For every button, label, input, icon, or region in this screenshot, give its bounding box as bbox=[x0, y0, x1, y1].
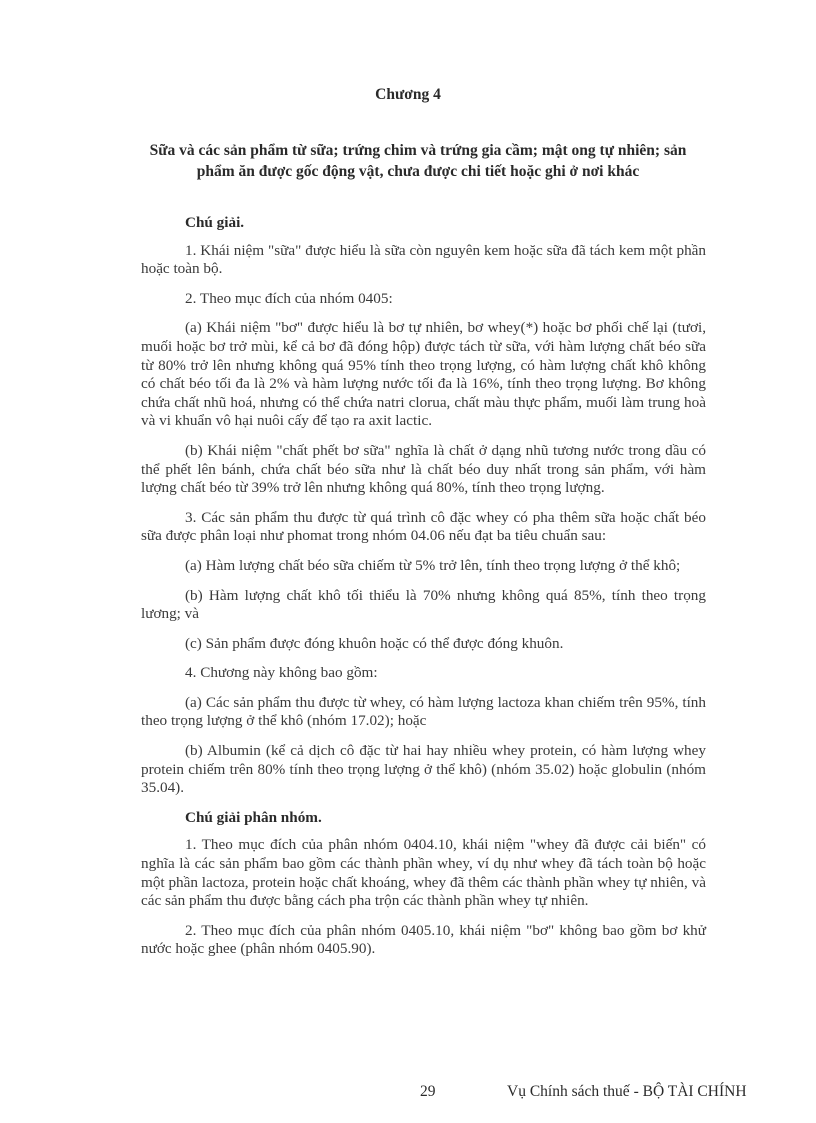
chapter-heading: Chương 4 bbox=[375, 86, 441, 103]
note-paragraph: 4. Chương này không bao gồm: bbox=[185, 664, 378, 682]
note-paragraph: (a) Hàm lượng chất béo sữa chiếm từ 5% trở lên, tính theo trọng lượng ở thể khô; bbox=[185, 556, 681, 574]
note-paragraph: 1. Khái niệm "sữa" được hiểu là sữa còn nguyên kem hoặc sữa đã tách kem một phần hoặc toàn bộ. bbox=[141, 241, 706, 278]
note-paragraph: (c) Sản phẩm được đóng khuôn hoặc có thể được đóng khuôn. bbox=[185, 634, 564, 652]
note-paragraph: 2. Theo mục đích của nhóm 0405: bbox=[185, 289, 393, 307]
subheading-notes-heading: Chú giải phân nhóm. bbox=[185, 808, 322, 826]
page-number: 29 bbox=[420, 1083, 436, 1100]
subheading-note-paragraph: 2. Theo mục đích của phân nhóm 0405.10, khái niệm "bơ" không bao gồm bơ khử nước hoặc ghee (phân nhóm 0405.90). bbox=[141, 921, 706, 958]
note-paragraph: (a) Các sản phẩm thu được từ whey, có hàm lượng lactoza khan chiếm trên 95%, tính theo trọng lượng ở thể khô (nhóm 17.02); hoặc bbox=[141, 693, 706, 730]
notes-heading: Chú giải. bbox=[185, 214, 245, 231]
footer-department: Vụ Chính sách thuế - BỘ TÀI CHÍNH bbox=[507, 1083, 747, 1100]
note-paragraph: (b) Khái niệm "chất phết bơ sữa" nghĩa là chất ở dạng nhũ tương nước trong dầu có thể phết lên bánh, chứa chất béo sữa như là chất béo duy nhất trong sản phẩm, với hàm lượng chất béo từ 39% trở lên nhưng không quá 80%, tính theo trọng lượng. bbox=[141, 441, 706, 497]
note-paragraph: 3. Các sản phẩm thu được từ quá trình cô đặc whey có pha thêm sữa hoặc chất béo sữa được phân loại như phomat trong nhóm 04.06 nếu đạt ba tiêu chuẩn sau: bbox=[141, 508, 706, 545]
document-body bbox=[141, 214, 706, 970]
subheading-note-paragraph: 1. Theo mục đích của phân nhóm 0404.10, khái niệm "whey đã được cải biến" có nghĩa là các sản phẩm bao gồm các thành phần whey, ví dụ như whey đã tách toàn bộ hoặc một phần lactoza, protein hoặc chất khoáng, whey đã thêm các thành phần whey tự nhiên, và các sản phẩm thu được bằng cách pha trộn các thành phần whey tự nhiên. bbox=[141, 836, 706, 910]
note-paragraph: (a) Khái niệm "bơ" được hiểu là bơ tự nhiên, bơ whey(*) hoặc bơ phối chế lại (tươi, muối hoặc bơ trở mùi, kể cả bơ đã đóng hộp) được tách từ sữa, với hàm lượng chất béo sữa từ 80% trở lên nhưng không quá 95% tính theo trọng lượng, có hàm lượng chất khô không có chất béo tối đa là 2% và hàm lượng nước tối đa là 16%, tính theo trọng lượng. Bơ không chứa chất nhũ hoá, nhưng có thể chứa natri clorua, chất màu thực phẩm, muối làm trung hoà và vi khuẩn vô hại nuôi cấy để tạo ra axit lactic. bbox=[141, 319, 706, 430]
note-paragraph: (b) Hàm lượng chất khô tối thiểu là 70% nhưng không quá 85%, tính theo trọng lương; và bbox=[141, 586, 706, 623]
note-paragraph: (b) Albumin (kể cả dịch cô đặc từ hai hay nhiều whey protein, có hàm lượng whey protein chiếm trên 80% tính theo trọng lượng ở thể khô) (nhóm 35.02) hoặc globulin (nhóm 35.04). bbox=[141, 742, 706, 797]
chapter-title: Sữa và các sản phẩm từ sữa; trứng chim và trứng gia cầm; mật ong tự nhiên; sản phẩm ăn được gốc động vật, chưa được chi tiết hoặc ghi ở nơi khác bbox=[149, 142, 687, 180]
